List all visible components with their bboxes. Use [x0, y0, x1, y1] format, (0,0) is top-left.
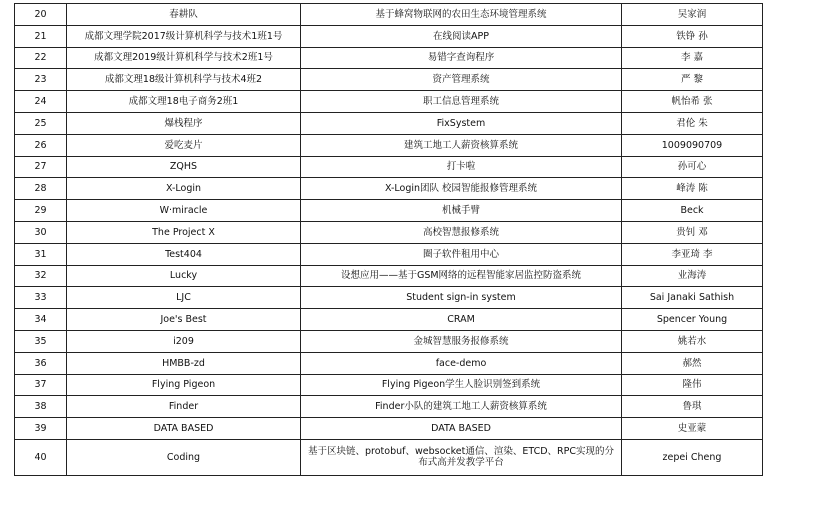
team-name-cell: i209 [67, 330, 301, 352]
member-name-cell: 铁铮 孙 [622, 25, 763, 47]
table-row [15, 91, 763, 113]
table-row [15, 265, 763, 287]
project-name-cell: 易错字查询程序 [301, 47, 622, 69]
project-name-cell: 在线阅读APP [301, 25, 622, 47]
roster-table-body [15, 4, 763, 476]
team-name-cell: ZQHS [67, 156, 301, 178]
table-row [15, 309, 763, 331]
project-name-cell: FixSystem [301, 112, 622, 134]
project-name-cell: 高校智慧报修系统 [301, 221, 622, 243]
member-name-cell: Beck [622, 200, 763, 222]
project-name-cell: face-demo [301, 352, 622, 374]
member-name-cell: 姚若水 [622, 330, 763, 352]
member-name-cell: 郝然 [622, 352, 763, 374]
project-name-cell: 圈子软件租用中心 [301, 243, 622, 265]
row-number-cell: 28 [15, 178, 67, 200]
table-row [15, 69, 763, 91]
member-name-cell: 君伦 朱 [622, 112, 763, 134]
table-row [15, 112, 763, 134]
member-name-cell: 隆伟 [622, 374, 763, 396]
row-number-cell: 22 [15, 47, 67, 69]
member-name-cell: 李 嘉 [622, 47, 763, 69]
team-name-cell: HMBB-zd [67, 352, 301, 374]
member-name-cell: 严 黎 [622, 69, 763, 91]
project-name-cell: Flying Pigeon学生人脸识别签到系统 [301, 374, 622, 396]
member-name-cell: 帆怡希 张 [622, 91, 763, 113]
row-number-cell: 24 [15, 91, 67, 113]
table-row [15, 243, 763, 265]
member-name-cell: Spencer Young [622, 309, 763, 331]
row-number-cell: 26 [15, 134, 67, 156]
team-name-cell: 成都文理18级计算机科学与技术4班2 [67, 69, 301, 91]
row-number-cell: 31 [15, 243, 67, 265]
project-name-cell: 基于区块链、protobuf、websocket通信、渲染、ETCD、RPC实现的分布式高并发教学平台 [301, 439, 622, 475]
team-name-cell: 爱吃麦片 [67, 134, 301, 156]
team-name-cell: Joe's Best [67, 309, 301, 331]
team-name-cell: 成都文理2019级计算机科学与技术2班1号 [67, 47, 301, 69]
row-number-cell: 37 [15, 374, 67, 396]
member-name-cell: zepei Cheng [622, 439, 763, 475]
project-name-cell: 金城智慧服务报修系统 [301, 330, 622, 352]
member-name-cell: 李亚琦 李 [622, 243, 763, 265]
project-name-cell: 机械手臂 [301, 200, 622, 222]
member-name-cell: Sai Janaki Sathish [622, 287, 763, 309]
table-row [15, 178, 763, 200]
project-name-cell: 基于蜂窝物联网的农田生态环境管理系统 [301, 4, 622, 26]
team-name-cell: DATA BASED [67, 418, 301, 440]
project-name-cell: X-Login团队 校园智能报修管理系统 [301, 178, 622, 200]
team-name-cell: The Project X [67, 221, 301, 243]
project-name-cell: Finder小队的建筑工地工人薪资核算系统 [301, 396, 622, 418]
table-row [15, 4, 763, 26]
member-name-cell: 贵钊 邓 [622, 221, 763, 243]
row-number-cell: 39 [15, 418, 67, 440]
member-name-cell: 史亚蒙 [622, 418, 763, 440]
table-row [15, 287, 763, 309]
team-name-cell: 成都文理18电子商务2班1 [67, 91, 301, 113]
team-name-cell: Coding [67, 439, 301, 475]
project-name-cell: 资产管理系统 [301, 69, 622, 91]
member-name-cell: 业海涛 [622, 265, 763, 287]
table-row [15, 200, 763, 222]
row-number-cell: 23 [15, 69, 67, 91]
team-name-cell: 成都文理学院2017级计算机科学与技术1班1号 [67, 25, 301, 47]
table-row [15, 352, 763, 374]
member-name-cell: 1009090709 [622, 134, 763, 156]
project-name-cell: CRAM [301, 309, 622, 331]
table-row [15, 330, 763, 352]
row-number-cell: 36 [15, 352, 67, 374]
team-name-cell: LJC [67, 287, 301, 309]
team-name-cell: X-Login [67, 178, 301, 200]
row-number-cell: 30 [15, 221, 67, 243]
row-number-cell: 33 [15, 287, 67, 309]
member-name-cell: 峰涛 陈 [622, 178, 763, 200]
row-number-cell: 34 [15, 309, 67, 331]
table-row [15, 374, 763, 396]
table-row [15, 439, 763, 475]
table-row [15, 396, 763, 418]
team-name-cell: Test404 [67, 243, 301, 265]
team-name-cell: W·miracle [67, 200, 301, 222]
member-name-cell: 鲁琪 [622, 396, 763, 418]
member-name-cell: 孙可心 [622, 156, 763, 178]
row-number-cell: 27 [15, 156, 67, 178]
table-row [15, 47, 763, 69]
project-name-cell: Student sign-in system [301, 287, 622, 309]
table-row [15, 25, 763, 47]
table-row [15, 221, 763, 243]
row-number-cell: 40 [15, 439, 67, 475]
row-number-cell: 29 [15, 200, 67, 222]
row-number-cell: 25 [15, 112, 67, 134]
team-name-cell: Finder [67, 396, 301, 418]
team-name-cell: 爆栈程序 [67, 112, 301, 134]
roster-table [14, 3, 763, 476]
table-row [15, 418, 763, 440]
table-row [15, 134, 763, 156]
row-number-cell: 38 [15, 396, 67, 418]
project-name-cell: DATA BASED [301, 418, 622, 440]
row-number-cell: 20 [15, 4, 67, 26]
team-name-cell: 春耕队 [67, 4, 301, 26]
row-number-cell: 21 [15, 25, 67, 47]
team-name-cell: Lucky [67, 265, 301, 287]
project-name-cell: 建筑工地工人薪资核算系统 [301, 134, 622, 156]
row-number-cell: 32 [15, 265, 67, 287]
team-name-cell: Flying Pigeon [67, 374, 301, 396]
member-name-cell: 吴家润 [622, 4, 763, 26]
project-name-cell: 打卡啦 [301, 156, 622, 178]
project-name-cell: 职工信息管理系统 [301, 91, 622, 113]
project-name-cell: 设想应用——基于GSM网络的远程智能家居监控防盗系统 [301, 265, 622, 287]
table-row [15, 156, 763, 178]
row-number-cell: 35 [15, 330, 67, 352]
